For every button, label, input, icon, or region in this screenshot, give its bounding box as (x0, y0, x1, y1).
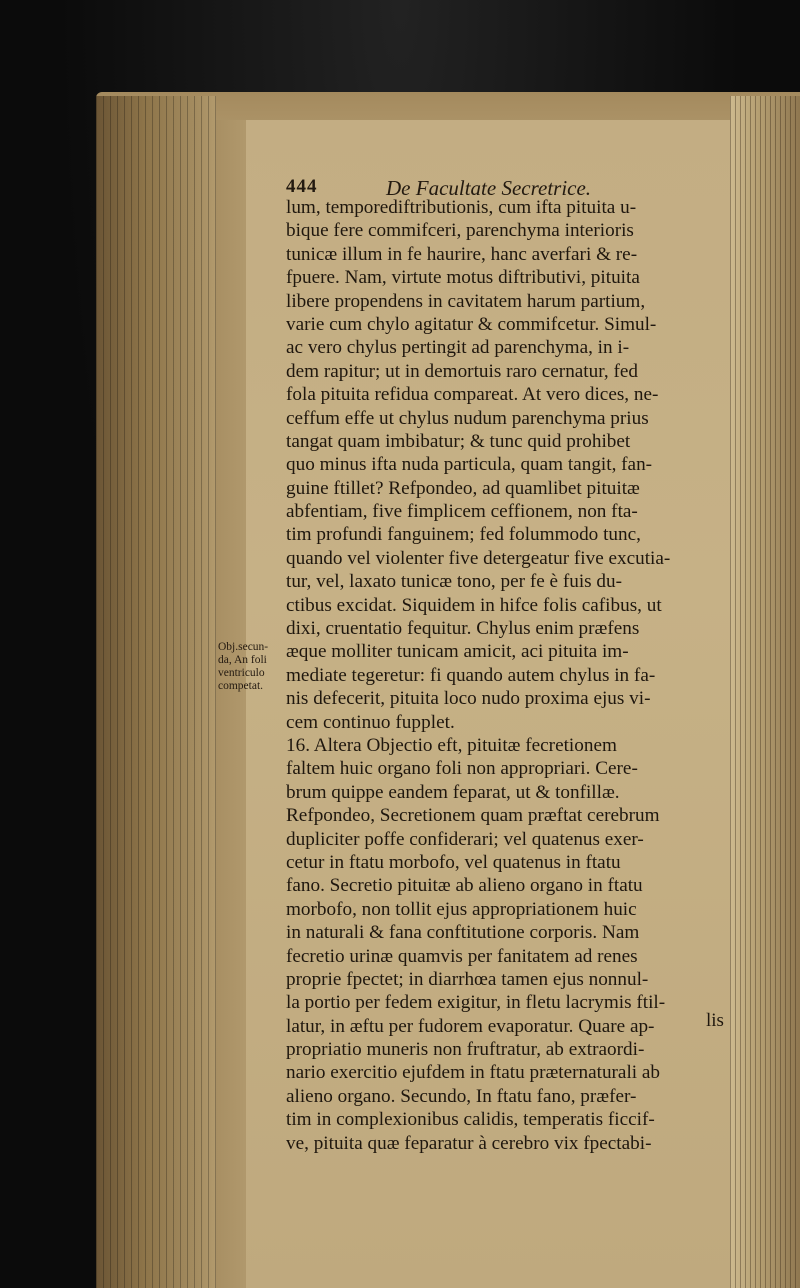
text-line: alieno organo. Secundo, In ftatu fano, præfer- (286, 1085, 637, 1107)
text-line: tim profundi fanguinem; fed folummodo tunc, (286, 524, 641, 546)
text-line: fola pituita refidua compareat. At vero dices, ne- (286, 384, 659, 406)
text-line: Refpondeo, Secretionem quam præftat cerebrum (286, 805, 660, 827)
catchword: lis (706, 1010, 724, 1031)
text-line: lum, temporediftributionis, cum ifta pituita u- (286, 197, 637, 218)
running-title: De Facultate Secretrice. (386, 176, 592, 200)
text-line: libere propendens in cavitatem harum partium, (286, 290, 646, 312)
page-number: 444 (286, 176, 318, 197)
text-line: la portio per fedem exigitur, in fletu lacrymis ftil- (286, 992, 666, 1014)
text-line: tunicæ illum in fe haurire, hanc averfari & re- (286, 243, 638, 265)
text-line: propriatio muneris non fruftratur, ab extraordi- (286, 1039, 645, 1061)
page-edges-right (730, 96, 800, 1288)
marginal-note-line: competat. (218, 680, 264, 692)
text-line: faltem huic organo foli non appropriari. Cere- (286, 758, 638, 780)
text-line: tim in complexionibus calidis, temperatis ficcif- (286, 1109, 655, 1131)
text-line: ac vero chylus pertingit ad parenchyma, in i- (286, 337, 630, 359)
text-line: ve, pituita quæ feparatur à cerebro vix fpectabi- (286, 1132, 652, 1154)
text-line: quo minus ifta nuda particula, quam tangit, fan- (286, 454, 653, 476)
text-line: cetur in ftatu morbofo, vel quatenus in ftatu (286, 851, 621, 873)
marginal-note-line: ventriculo (218, 667, 265, 679)
page-header (286, 176, 746, 198)
text-line: æque molliter tunicam amicit, aci pituita im- (286, 641, 629, 663)
text-line: proprie fpectet; in diarrhœa tamen ejus nonnul- (286, 968, 649, 990)
text-line: mediate tegeretur: fi quando autem chylus in fa- (286, 664, 656, 686)
text-line: nario exercitio ejufdem in ftatu præternaturali ab (286, 1062, 661, 1084)
text-line: ctibus excidat. Siquidem in hifce folis cafibus, ut (286, 594, 662, 616)
book-gutter (96, 96, 216, 1288)
marginal-note (218, 641, 278, 693)
text-line: fpuere. Nam, virtute motus diftributivi, pituita (286, 267, 640, 289)
text-line: latur, in æftu per fudorem evaporatur. Quare ap- (286, 1015, 655, 1037)
marginal-note-line: Obj.secun- (218, 641, 269, 653)
text-line: in naturali & fana conftitutione corporis. Nam (286, 922, 640, 944)
text-line: dem rapitur; ut in demortuis raro cernatur, fed (286, 360, 638, 382)
text-line: ceffum effe ut chylus nudum parenchyma prius (286, 407, 649, 429)
text-line: quando vel violenter five detergeatur five excutia- (286, 547, 671, 569)
text-line: 16. Altera Objectio eft, pituitæ fecretionem (286, 734, 617, 756)
text-line: tangat quam imbibatur; & tunc quid prohibet (286, 430, 631, 452)
text-line: morbofo, non tollit ejus appropriationem huic (286, 898, 637, 920)
text-line: fano. Secretio pituitæ ab alieno organo in ftatu (286, 875, 643, 897)
text-line: cem continuo fupplet. (286, 711, 455, 733)
body-text (286, 196, 736, 1155)
text-line: nis defecerit, pituita loco nudo proxima ejus vi- (286, 688, 651, 710)
text-line: abfentiam, five fimplicem ceffionem, non fta- (286, 501, 638, 523)
text-line: dixi, cruentatio fequitur. Chylus enim præfens (286, 618, 640, 640)
text-line: dupliciter poffe confiderari; vel quatenus exer- (286, 828, 644, 850)
marginal-note-line: da, An foli (218, 654, 267, 666)
text-line: fecretio urinæ quamvis per fanitatem ad renes (286, 945, 638, 967)
text-line: tur, vel, laxato tunicæ tono, per fe è fuis du- (286, 571, 622, 593)
text-line: varie cum chylo agitatur & commifcetur. Simul- (286, 313, 657, 335)
text-line: brum quippe eandem feparat, ut & tonfillæ. (286, 781, 620, 803)
text-line: guine ftillet? Refpondeo, ad quamlibet pituitæ (286, 477, 640, 499)
text-line: bique fere commifceri, parenchyma interioris (286, 220, 634, 242)
